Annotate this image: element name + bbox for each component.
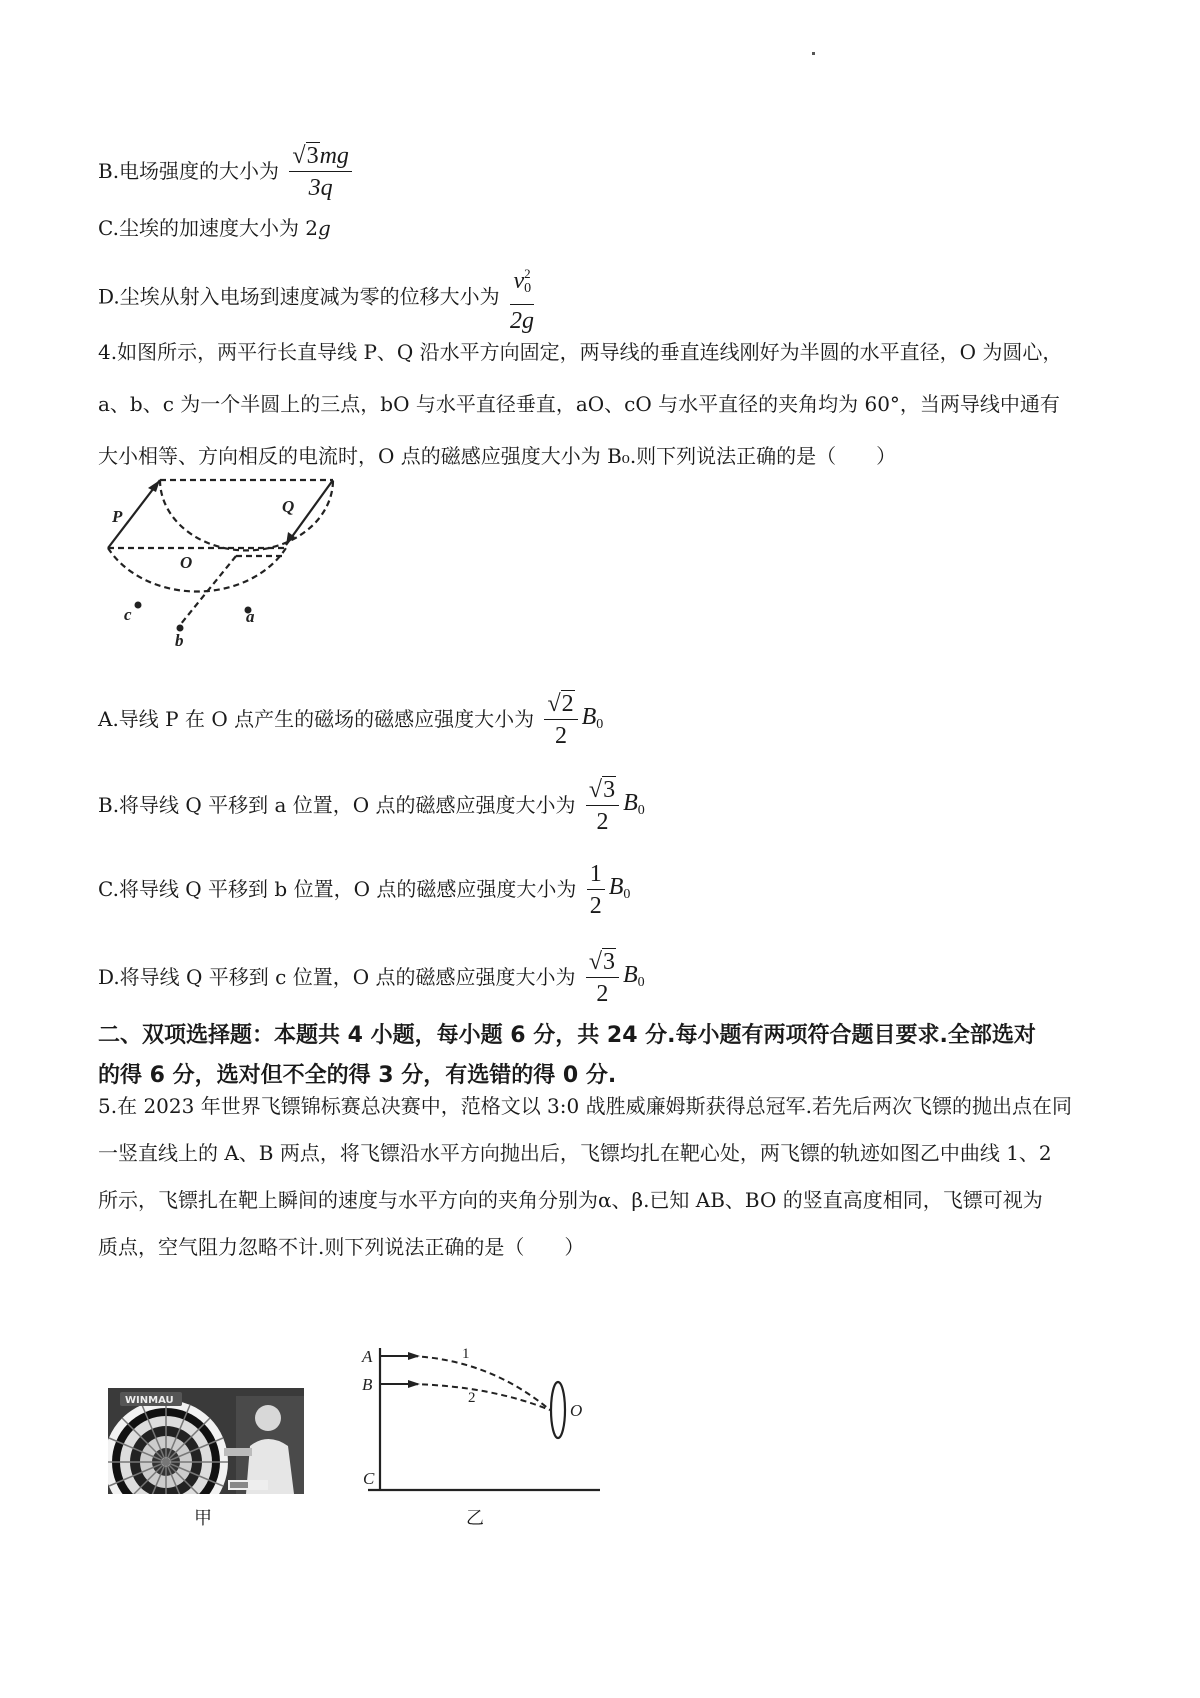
caption-yi: 乙 — [466, 1508, 484, 1529]
arrow-b-icon — [408, 1380, 420, 1388]
fraction: $\frac{√3}{2}$ — [586, 776, 619, 837]
section-heading: 二、双项选择题：本题共 4 小题，每小题 6 分，共 24 分.每小题有两项符合题目要求.全部选对 的得 6 分，选对但不全的得 3 分，有选错的得 0 分. — [98, 1023, 1036, 1088]
arrow-a-icon — [408, 1352, 420, 1360]
q5-stem: 5.在 2023 年世界飞镖锦标赛总决赛中，范格文以 3:0 战胜威廉姆斯获得总冠军.若先后两次飞镖的抛出点在同 一竖直线上的 A、B 两点，将飞镖沿水平方向抛出后，飞镖均扎在靶心处，两飞镖的轨迹如图乙中曲线 1、2 所示，飞镖扎在靶上瞬间的速度与水平方向的夹角分别为α、β.已知 AB、BO 的竖直高度相同，飞镖可视为 质点，空气阻力忽略不计.则下列说法正确的是（ ） — [98, 1094, 1072, 1259]
q3-option-d[interactable] — [98, 260, 538, 336]
option-text: D.将导线 Q 平移到 c 位置，O 点的磁感应强度大小为 — [98, 965, 576, 989]
q4-option-b[interactable]: B.将导线 Q 平移到 a 位置，O 点的磁感应强度大小为 $\frac{√3}{2}$ $B_0$ — [98, 777, 645, 835]
label-q: Q — [282, 497, 295, 516]
option-text: D.尘埃从射入电场到速度减为零的位移大小为 — [98, 284, 500, 309]
fraction: $\frac{√2}{2}$ — [544, 690, 577, 751]
option-text: C.将导线 Q 平移到 b 位置，O 点的磁感应强度大小为 — [98, 877, 577, 901]
label-c: C — [363, 1469, 375, 1488]
arrow-p-icon — [148, 480, 160, 492]
q4-stem: 4.如图所示，两平行长直导线 P、Q 沿水平方向固定，两导线的垂直连线刚好为半圆的水平直径，O 为圆心， a、b、c 为一个半圆上的三点，bO 与水平直径垂直，aO、cO 与水平直径的夹角均为 60°，当两导线中通有 大小相等、方向相反的电流时，O 点的磁感应强度大小为 B₀.则下列说法正确的是（ ） — [98, 340, 1063, 468]
q4-option-c[interactable]: C.将导线 Q 平移到 b 位置，O 点的磁感应强度大小为 $\frac{1}{2}$ $B_0$ — [98, 861, 631, 919]
q3-option-c[interactable]: C.尘埃的加速度大小为 2g — [98, 216, 331, 240]
trajectory-1 — [412, 1356, 550, 1410]
q4-option-a[interactable]: A.导线 P 在 O 点产生的磁场的磁感应强度大小为 $\frac{√2}{2}$ $B_0$ — [98, 691, 604, 749]
q4-option-d[interactable]: D.将导线 Q 平移到 c 位置，O 点的磁感应强度大小为 $\frac{√3}{2}$ $B_0$ — [98, 949, 645, 1007]
option-text: B.将导线 Q 平移到 a 位置，O 点的磁感应强度大小为 — [98, 793, 576, 817]
option-text: B.电场强度的大小为 — [98, 159, 280, 183]
option-text: C.尘埃的加速度大小为 2 — [98, 216, 319, 240]
label-p: P — [112, 507, 123, 526]
label-o: O — [180, 553, 193, 572]
label-c: c — [124, 605, 132, 624]
option-text: A.导线 P 在 O 点产生的磁场的磁感应强度大小为 — [98, 707, 535, 731]
fraction: $\frac{1}{2}$ — [587, 860, 605, 921]
trajectory-2 — [412, 1384, 550, 1410]
target-icon — [551, 1382, 565, 1438]
player-icon — [224, 1396, 304, 1494]
fraction: $\frac{√3mg}{3q}$ — [289, 142, 352, 203]
label-b: B — [362, 1375, 373, 1394]
scan-speck — [812, 52, 815, 55]
point-c — [135, 602, 142, 609]
fraction: $\frac{v_0^2}{2g}$ — [510, 260, 534, 336]
q4-figure — [98, 470, 358, 660]
label-b: b — [175, 631, 184, 650]
label-o: O — [570, 1401, 583, 1420]
label-curve-2: 2 — [468, 1390, 476, 1406]
fraction: $\frac{√3}{2}$ — [586, 948, 619, 1009]
figure-yi-diagram — [350, 1340, 610, 1500]
q3-option-b[interactable] — [98, 142, 356, 203]
figure-jia-photo — [108, 1388, 304, 1510]
label-curve-1: 1 — [462, 1346, 470, 1362]
caption-jia: 甲 — [194, 1508, 212, 1529]
label-a: a — [246, 607, 255, 626]
label-a: A — [362, 1347, 373, 1366]
banner-text: WINMAU — [125, 1395, 174, 1406]
